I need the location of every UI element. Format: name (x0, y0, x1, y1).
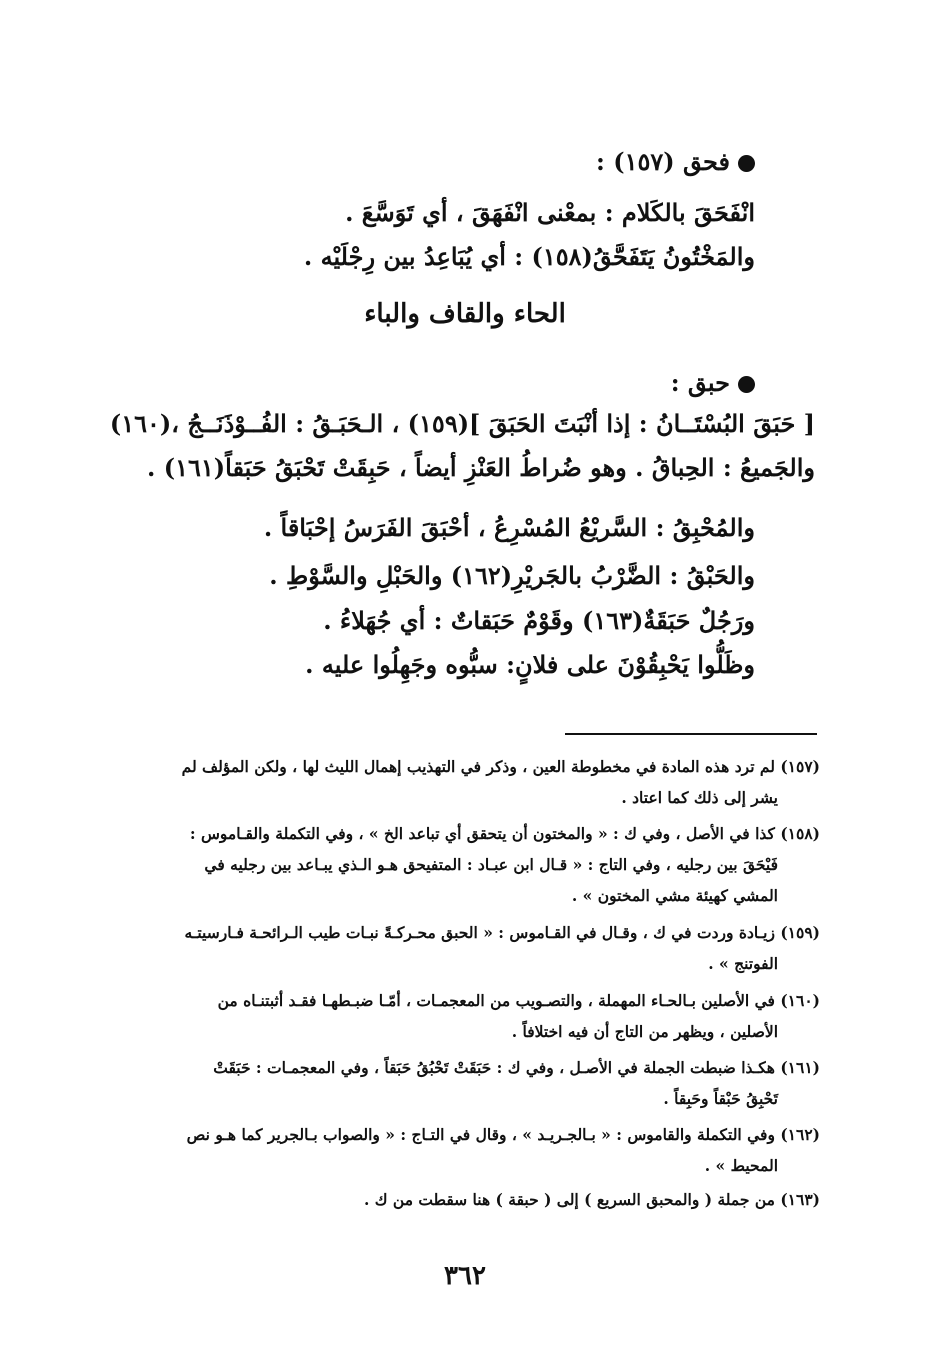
footnote-line: المشي كهيئة مشي المختون » . (571, 886, 778, 905)
entry-line: والمُحْبِقُ : السَّريْعُ المُسْرِعُ ، أحْبَقَ الفَرَسُ إحْبَاقاً . (263, 513, 755, 542)
bullet-icon (738, 155, 755, 172)
footnote-line: (١٦٢) وفي التكملة والقاموس : « بـالجـريـد » ، وقال في التـاج : « والصواب بـالجرير كما هـو نص (186, 1125, 820, 1144)
entry-line: والحَبْقُ : الضَّرْبُ بالجَريْرِ(١٦٢) والحَبْلِ والسَّوْطِ . (269, 561, 755, 590)
section-title: الحاء والقاف والباء (364, 299, 566, 329)
entry-line: [ حَبَقَ البُسْتَــانُ : إذا أنْبَتَ الحَبَقَ ](١٥٩) ، الـحَبَـقُ : الفُــوْذَنَــجُ ،(١٦٠) (109, 409, 815, 438)
entry-heading (135, 147, 755, 177)
entry-line: والمَخْتُونُ يَتَفَحَّقُ(١٥٨) : أي يُبَاعِدُ بين رِجْلَيْه . (303, 242, 755, 271)
entry-heading-text: حبق : (670, 368, 730, 397)
footnote-line: الفوتنج » . (708, 954, 778, 973)
footnote-line: (١٥٧) لم ترد هذه المادة في مخطوطة العين ، وذكر في التهذيب إهمال الليث لها ، ولكن المؤلف لم (181, 757, 820, 776)
entry-line: ورَجُلٌ حَبَقَةٌ(١٦٣) وقَوْمٌ حَبَقاتٌ : أي جُهَلاءُ . (323, 606, 755, 635)
entry-heading (135, 368, 755, 398)
footnote-line: (١٥٩) زيـادة وردت في ك ، وقـال في القـاموس : « الحبق محـركـةً نبـات طيب الـرائحـة فـارسيتـه (184, 923, 820, 942)
footnote-line: فَيْحَقَ بين رجليه ، وفي التاج : « قـال ابن عبـاد : المتفيحق هـو الـذي يبـاعد بين رجليه في (204, 855, 778, 874)
entry-line: والجَميعُ : الحِباقُ . وهو ضُراطُ العَنْزِ أيضاً ، حَبِقَتْ تَحْبَقُ حَبَقاً(١٦١) . (147, 453, 815, 482)
entry-line: وظَلُّوا يَحْبِقُوْنَ على فلانٍ: سبُّوه وجَهِلُوا عليه . (305, 650, 755, 679)
footnote-line: (١٥٨) كذا في الأصل ، وفي ك : « والمختون أن يتحقق أي تباعد الخ » ، وفي التكملة والقـاموس : (189, 824, 820, 843)
footnote-line: (١٦٣) من جملة ( والمحبق السريع ) إلى ( حبقة ) هنا سقطت من ك . (363, 1190, 820, 1209)
footnote-line: (١٦١) هكـذا ضبطت الجملة في الأصـل ، وفي ك : حَبَقَتْ تَحْبُقُ حَبَقاً ، وفي المعجمـات : حَبَقَتْ (213, 1058, 820, 1077)
footnote-separator (565, 733, 817, 735)
footnote-line: الأصلين ، ويظهر من التاج أن فيه اختلافاً . (511, 1022, 778, 1041)
entry-line: انْفَحَقَ بالكَلام : بمعْنى انْفَهَقَ ، أي تَوَسَّعَ . (345, 198, 755, 227)
entry-heading-text: فحق (١٥٧) : (596, 147, 730, 176)
page-number: ٣٦٢ (444, 1261, 486, 1291)
footnote-line: تَحْبِقُ حَبْقاً وحَبِقاً . (663, 1089, 778, 1108)
footnote-line: يشر إلى ذلك كما اعتاد . (621, 788, 778, 807)
footnote-line: المحيط » . (704, 1156, 778, 1175)
bullet-icon (738, 376, 755, 393)
footnote-line: (١٦٠) في الأصلين بـالحـاء المهملة ، والتصـويب من المعجمـات ، أمّـا ضبـطهـا فقـد أثبتنـاه من (217, 991, 820, 1010)
